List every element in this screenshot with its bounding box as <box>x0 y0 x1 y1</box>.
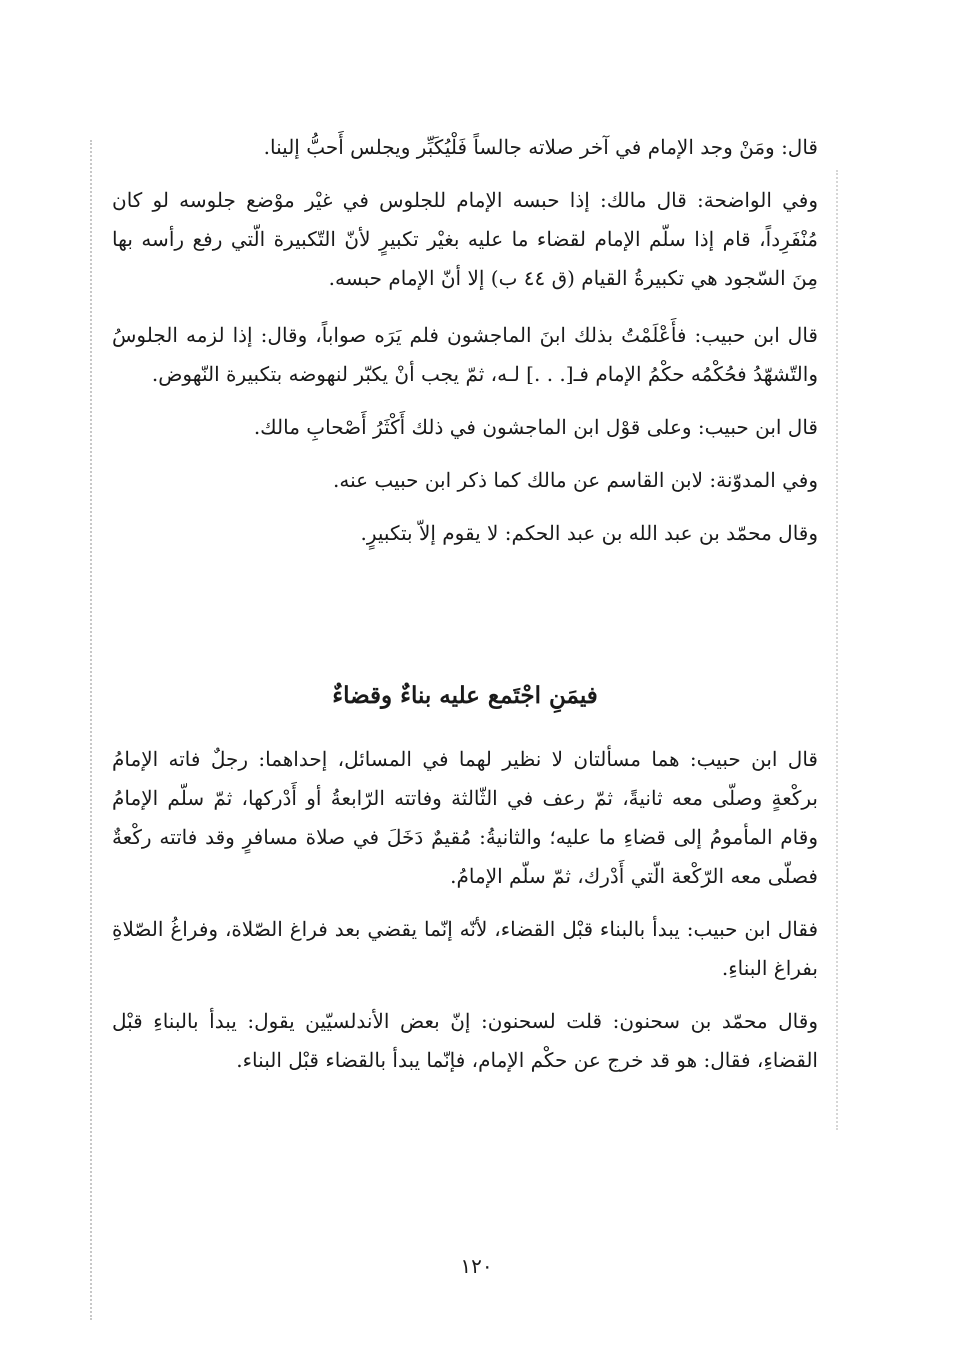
section-text <box>112 740 818 1080</box>
section-heading: فيمَنِ اجْتَمع عليه بناءٌ وقضاءٌ <box>332 682 598 709</box>
paragraph-4: قال ابن حبيب: وعلى قوْل ابن الماجشون في ذلك أَكْثَرُ أَصْحابِ مالك. <box>253 415 818 439</box>
section-heading-block <box>112 676 818 715</box>
paragraph-7: قال ابن حبيب: هما مسألتان لا نظير لهما في المسائل، إحداهما: رجلٌ فاته الإمامُ بركْعةٍ وصلّى معه ثانيةً، ثمّ رعف في الثّالثة وفاتته الرّابعةُ أو أَدْركها، ثمّ سلّم الإمامُ وقام المأمومُ إلى قضاءِ ما عليه؛ والثانيةُ: مُقيمٌ دَخَلَ في صلاة مسافرٍ وقد فاتته ركْعةٌ فصلّى معه الرّكْعة الّتي أَدْرك، ثمّ سلّم الإمامُ. <box>112 747 818 888</box>
scan-margin-dots-right <box>836 170 838 1130</box>
paragraph-5: وفي المدوّنة: لابن القاسم عن مالك كما ذكر ابن حبيب عنه. <box>332 468 818 492</box>
page-number: ١٢٠ <box>460 1254 493 1278</box>
paragraph-8: فقال ابن حبيب: يبدأ بالبناء قبْل القضاء، لأنّه إنّما يقضي بعد فراغ الصّلاة، وفراغُ الصّلاةِ بفراغ البناءِ. <box>112 917 818 980</box>
paragraph-6: وقال محمّد بن عبد الله بن عبد الحكم: لا يقوم إلاّ بتكبيرٍ. <box>360 521 818 545</box>
main-text <box>112 128 818 553</box>
paragraph-1: قال: ومَنْ وجد الإمام في آخر صلاته جالساً فَلْيُكَبِّر ويجلس أَحبُّ إلينا. <box>263 135 818 159</box>
scan-margin-dots <box>90 140 92 1320</box>
paragraph-3: قال ابن حبيب: فأَعْلَمْتُ بذلك ابنَ الماجشون فلم يَرَه صواباً، وقال: إذا لزمه الجلوسُ والتّشهّدُ فحُكْمُه حكْمُ الإمام فـ[. . .] لـه، ثمّ يجب أنْ يكبّر لنهوضه بتكبيرة النّهوض. <box>112 323 818 386</box>
paragraph-9: وقال محمّد بن سحنون: قلت لسحنون: إنّ بعض الأندلسيّين يقول: يبدأ بالبناءِ قبْل القضاءِ، فقال: هو قد خرج عن حكْم الإمام، فإنّما يبدأ بالقضاء قبْل البناء. <box>112 1009 818 1072</box>
paragraph-2: وفي الواضحة: قال مالك: إذا حبسه الإمام للجلوس في غيْر موْضع جلوسه لو كان مُنْفَرِداً، قام إذا سلّم الإمام لقضاء ما عليه بغيْر تكبيرٍ لأنّ التّكبيرة الّتي رفع رأسه بها مِنَ السّجود هي تكبيرةُ القيام (ق ٤٤ ب) إلا أنّ الإمام حبسه. <box>112 188 819 290</box>
